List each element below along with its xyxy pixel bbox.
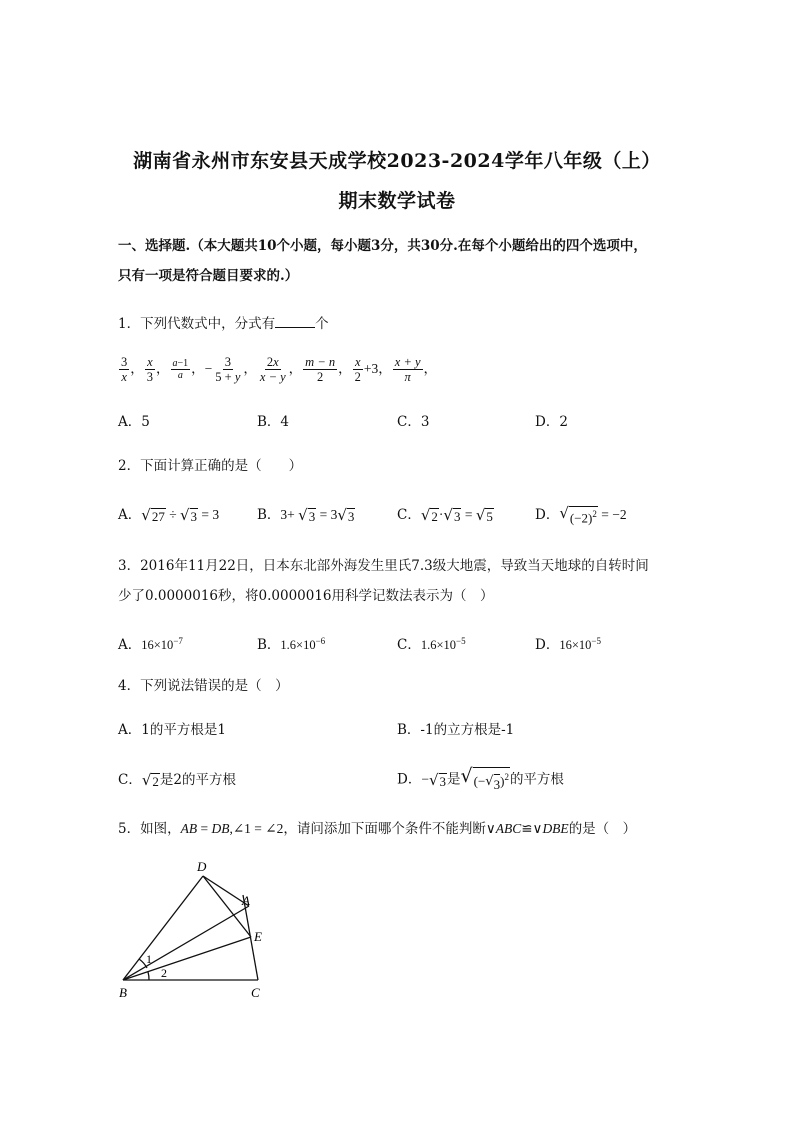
q1-option-a: A．5 (118, 414, 150, 430)
q2-option-c: C． √ 2 · √ 3 = √ 5 (397, 506, 493, 524)
label-d: D (197, 859, 207, 874)
label-angle-1: 1 (146, 952, 152, 966)
q1-option-c: C．3 (397, 414, 430, 430)
label-angle-2: 2 (161, 966, 167, 980)
triangle-figure (112, 855, 272, 1005)
question-2-stem: 2．下面计算正确的是（ ） (118, 458, 303, 474)
segment-bd (123, 876, 203, 980)
angle-2-arc (148, 972, 149, 980)
section-instructions-cont: 只有一项是符合题目要求的.） (118, 268, 299, 284)
question-1-stem: 1．下列代数式中，分式有 个 (118, 313, 329, 334)
segment-ba (123, 906, 249, 980)
question-3-stem: 3．2016年11月22日，日本东北部外海发生里氏7.3级大地震，导致当天地球的自转时间 (118, 558, 649, 574)
question-5-stem: 5．如图，AB = DB,∠1 = ∠2，请问添加下面哪个条件不能判断∨ABC≌∨DBE的是（ ） (118, 821, 637, 837)
question-3-stem-cont: 少了0.0000016秒，将0.0000016用科学记数法表示为（ ） (118, 588, 494, 604)
q4-option-d: D．− √ 3 是 √ (− √ 3 )$^2$ 的平方根 (397, 765, 564, 793)
segment-be (123, 937, 251, 980)
q2-option-b: B．3+ √ 3 = 3 √ 3 (257, 506, 355, 524)
q4-option-a: A．1的平方根是1 (118, 722, 226, 738)
exam-subtitle: 期末数学试卷 (338, 190, 456, 212)
q3-option-a: A．$16\times 10^{-7}$ (118, 636, 183, 654)
label-a: A (242, 893, 250, 908)
q1-option-b: B．4 (257, 414, 290, 430)
q3-option-d: D．$16\times 10^{-5}$ (535, 636, 601, 654)
q4-option-c: C． √ 2 是2的平方根 (118, 771, 236, 789)
exam-title: 湖南省永州市东安县天成学校2023-2024学年八年级（上） (133, 150, 661, 172)
answer-blank (275, 313, 315, 328)
section-instructions: 一、选择题.（本大题共10个小题，每小题3分，共30分.在每个小题给出的四个选项中， (118, 238, 647, 254)
q2-option-d: D． √ $(-2)^2$ = −2 (535, 504, 627, 526)
q3-option-c: C．$1.6\times 10^{-5}$ (397, 636, 466, 654)
question-1-expressions: $\frac{3}{x}$ ， $\frac{x}{3}$ ， $\frac{a-1}{a}$ ，− $\frac{3}{5 + y}$ ， $\frac{2x}{x - y}$ ， $\frac{m - n}{2}$ ， $\frac{x}{2}$ +3， $\frac{x + y}{\pi}$ ， (121, 355, 438, 384)
question-4-stem: 4．下列说法错误的是（ ） (118, 678, 289, 694)
label-e: E (254, 929, 262, 944)
label-b: B (119, 985, 127, 1000)
q1-option-d: D．2 (535, 414, 568, 430)
q3-option-b: B．$1.6\times 10^{-6}$ (257, 636, 326, 654)
label-c: C (251, 985, 260, 1000)
q4-option-b: B．-1的立方根是-1 (397, 722, 515, 738)
q2-option-a: A． √ 27 ÷ √ 3 = 3 (118, 506, 220, 524)
